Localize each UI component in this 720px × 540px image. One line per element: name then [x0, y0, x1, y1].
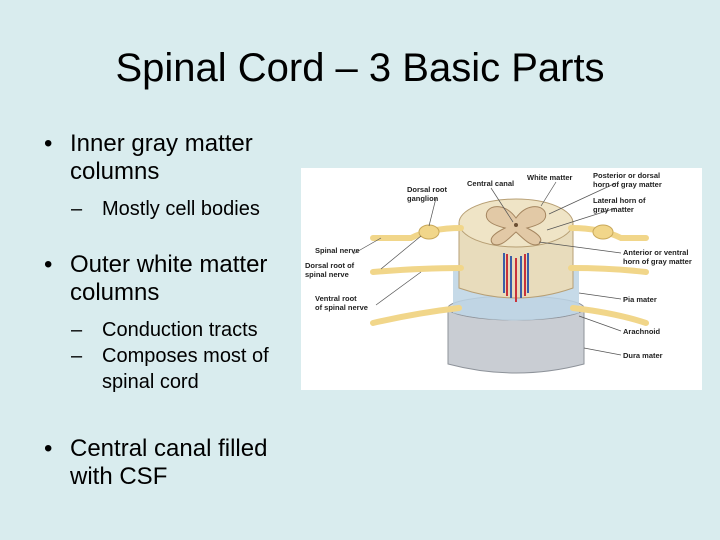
label-spinal-nerve: Spinal nerve — [315, 246, 360, 255]
label-posterior-horn: Posterior or dorsal — [593, 171, 661, 180]
label-central-canal: Central canal — [467, 179, 515, 188]
left-ventral-nerve — [373, 268, 461, 272]
bullet-text: Inner gray matter columns — [70, 130, 253, 185]
label-dorsal-root-2: spinal nerve — [305, 270, 349, 279]
label-lateral-horn: Lateral horn of — [593, 196, 646, 205]
spinal-cord-diagram — [301, 168, 702, 390]
right-dorsal-ganglion — [593, 225, 613, 239]
central-canal-mark — [514, 223, 518, 227]
sub-bullet-text: Conduction tracts — [102, 319, 258, 341]
label-ventral-root: Ventral root — [315, 294, 357, 303]
left-lower-nerve — [373, 308, 459, 323]
bullet-text: Central canal filled with CSF — [70, 435, 268, 490]
bullet-white-matter — [44, 251, 314, 307]
label-lateral-horn-2: gray matter — [593, 205, 634, 214]
label-anterior-horn: Anterior or ventral — [623, 248, 689, 257]
right-ventral-nerve — [571, 268, 646, 272]
left-dorsal-ganglion — [419, 225, 439, 239]
bullet-gray-matter — [44, 130, 314, 186]
label-white-matter: White matter — [527, 173, 573, 182]
label-dorsal-root: Dorsal root of — [305, 261, 355, 270]
label-pia-mater: Pia mater — [623, 295, 657, 304]
bullet-dot: • — [44, 435, 53, 462]
label-dorsal-root-ganglion-2: ganglion — [407, 194, 439, 203]
slide-title: Spinal Cord – 3 Basic Parts — [115, 46, 605, 90]
spinal-cord-illustration — [301, 168, 702, 390]
sub-bullet-conduction — [44, 317, 314, 343]
label-anterior-horn-2: horn of gray matter — [623, 257, 692, 266]
sub-bullet-cell-bodies — [44, 196, 314, 222]
sub-bullet-text: Mostly cell bodies — [102, 198, 260, 220]
bullet-dot: • — [44, 130, 53, 157]
label-dorsal-root-ganglion: Dorsal root — [407, 185, 448, 194]
label-arachnoid: Arachnoid — [623, 327, 661, 336]
left-dorsal-nerve — [373, 228, 461, 238]
sub-bullet-dash: – — [71, 198, 83, 220]
bullet-dot: • — [44, 251, 53, 278]
bullet-text: Outer white matter columns — [70, 251, 268, 306]
label-ventral-root-2: of spinal nerve — [315, 303, 368, 312]
bullet-central-canal — [44, 435, 314, 491]
sub-bullet-composes — [44, 343, 322, 395]
bullet-list — [44, 130, 314, 491]
sub-bullet-dash: – — [71, 345, 83, 367]
label-posterior-horn-2: horn of gray matter — [593, 180, 662, 189]
sub-bullet-text: Composes most of spinal cord — [102, 345, 269, 393]
label-dura-mater: Dura mater — [623, 351, 663, 360]
sub-bullet-dash: – — [71, 319, 83, 341]
